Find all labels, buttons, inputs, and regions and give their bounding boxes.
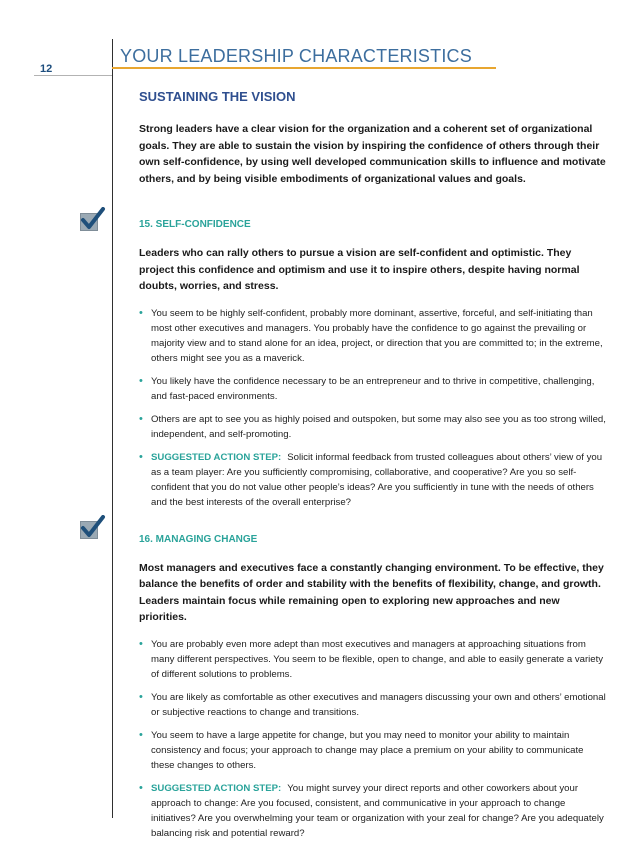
page-number: 12 xyxy=(40,63,53,75)
bullet-icon: • xyxy=(139,374,143,387)
list-item: • You are likely as comfortable as other executives and managers discussing your own and others’ emotional or subjective reactions to change and transitions. xyxy=(139,690,606,718)
action-step xyxy=(139,781,609,841)
bullet-icon: • xyxy=(139,450,143,463)
checkmark-icon xyxy=(80,515,104,537)
action-step-label: SUGGESTED ACTION STEP: xyxy=(151,451,282,463)
margin-rule xyxy=(112,39,113,818)
item-lead: Most managers and executives face a constantly changing environment. To be effective, they balance the benefits of order and stability with the benefits of flexibility, change, and growth. Leaders maintain focus while remaining open to exploring new approaches and new priorities. xyxy=(139,561,604,623)
list-item: • You likely have the confidence necessary to be an entrepreneur and to thrive in competitive, challenging, and fast-paced environments. xyxy=(139,374,595,402)
action-step-text: Solicit informal feedback from trusted colleagues about others’ view of you as a team player: Are you sufficiently compromising, collaborative, and cooperative? Are you so self-confident that you do not value other people’s ideas? Are you sufficiently in tune with the needs of others and the best interests of the overall enterprise? xyxy=(151,451,603,508)
bullet-icon: • xyxy=(139,690,143,703)
section-title: SUSTAINING THE VISION xyxy=(139,89,296,104)
action-step-label: SUGGESTED ACTION STEP: xyxy=(151,782,282,794)
item-self-confidence xyxy=(139,219,609,510)
checkmark-icon xyxy=(80,207,104,229)
header-underline xyxy=(112,67,496,69)
action-step xyxy=(139,450,609,510)
list-item: • You are probably even more adept than most executives and managers at approaching situations from many different perspectives. You seem to be flexible, open to change, and able to easily generate a variety of different solutions to problems. xyxy=(139,637,604,680)
bullet-icon: • xyxy=(139,781,143,794)
item-lead: Leaders who can rally others to pursue a vision are self-confident and optimistic. They project this confidence and optimism and use it to inspire others, despite having normal doubts, worries, and stress. xyxy=(139,247,580,292)
main-content xyxy=(139,89,609,849)
list-item: • Others are apt to see you as highly poised and outspoken, but some may also see you as too strong willed, independent, and self-promoting. xyxy=(139,412,606,440)
page-header-title: YOUR LEADERSHIP CHARACTERISTICS xyxy=(120,46,472,66)
page-number-rule xyxy=(34,75,112,76)
bullet-list xyxy=(139,637,609,841)
action-step-text: You might survey your direct reports and other coworkers about your approach to change: Are you focused, consistent, and communicative in your approach to change initiatives? Are you overwhelming your team or organization with your zeal for change? Are you adequately balancing risk and potential reward? xyxy=(151,782,604,839)
list-item: • You seem to have a large appetite for change, but you may need to monitor your ability to maintain consistency and focus; your approach to change may place a premium on your ability to communicate these changes to others. xyxy=(139,728,584,771)
bullet-icon: • xyxy=(139,728,143,741)
bullet-icon: • xyxy=(139,306,143,319)
bullet-icon: • xyxy=(139,412,143,425)
item-managing-change xyxy=(139,534,609,841)
section-intro: Strong leaders have a clear vision for the organization and a coherent set of organizational goals. They are able to sustain the vision by inspiring the confidence of others through their own self-confidence, by using well developed communication skills to influence and motivate others, and by being visible embodiments of organizational values and goals. xyxy=(139,123,606,185)
bullet-list xyxy=(139,306,609,510)
item-heading: 15. SELF-CONFIDENCE xyxy=(139,219,251,230)
list-item: • You seem to be highly self-confident, probably more dominant, assertive, forceful, and self-initiating than most other executives and managers. You probably have the confidence to go against the prevailing or majority view and to stand alone for an idea, project, or direction that you are committed to; in the extreme, others might see you as a maverick. xyxy=(139,306,603,364)
bullet-icon: • xyxy=(139,637,143,650)
item-heading: 16. MANAGING CHANGE xyxy=(139,533,258,545)
